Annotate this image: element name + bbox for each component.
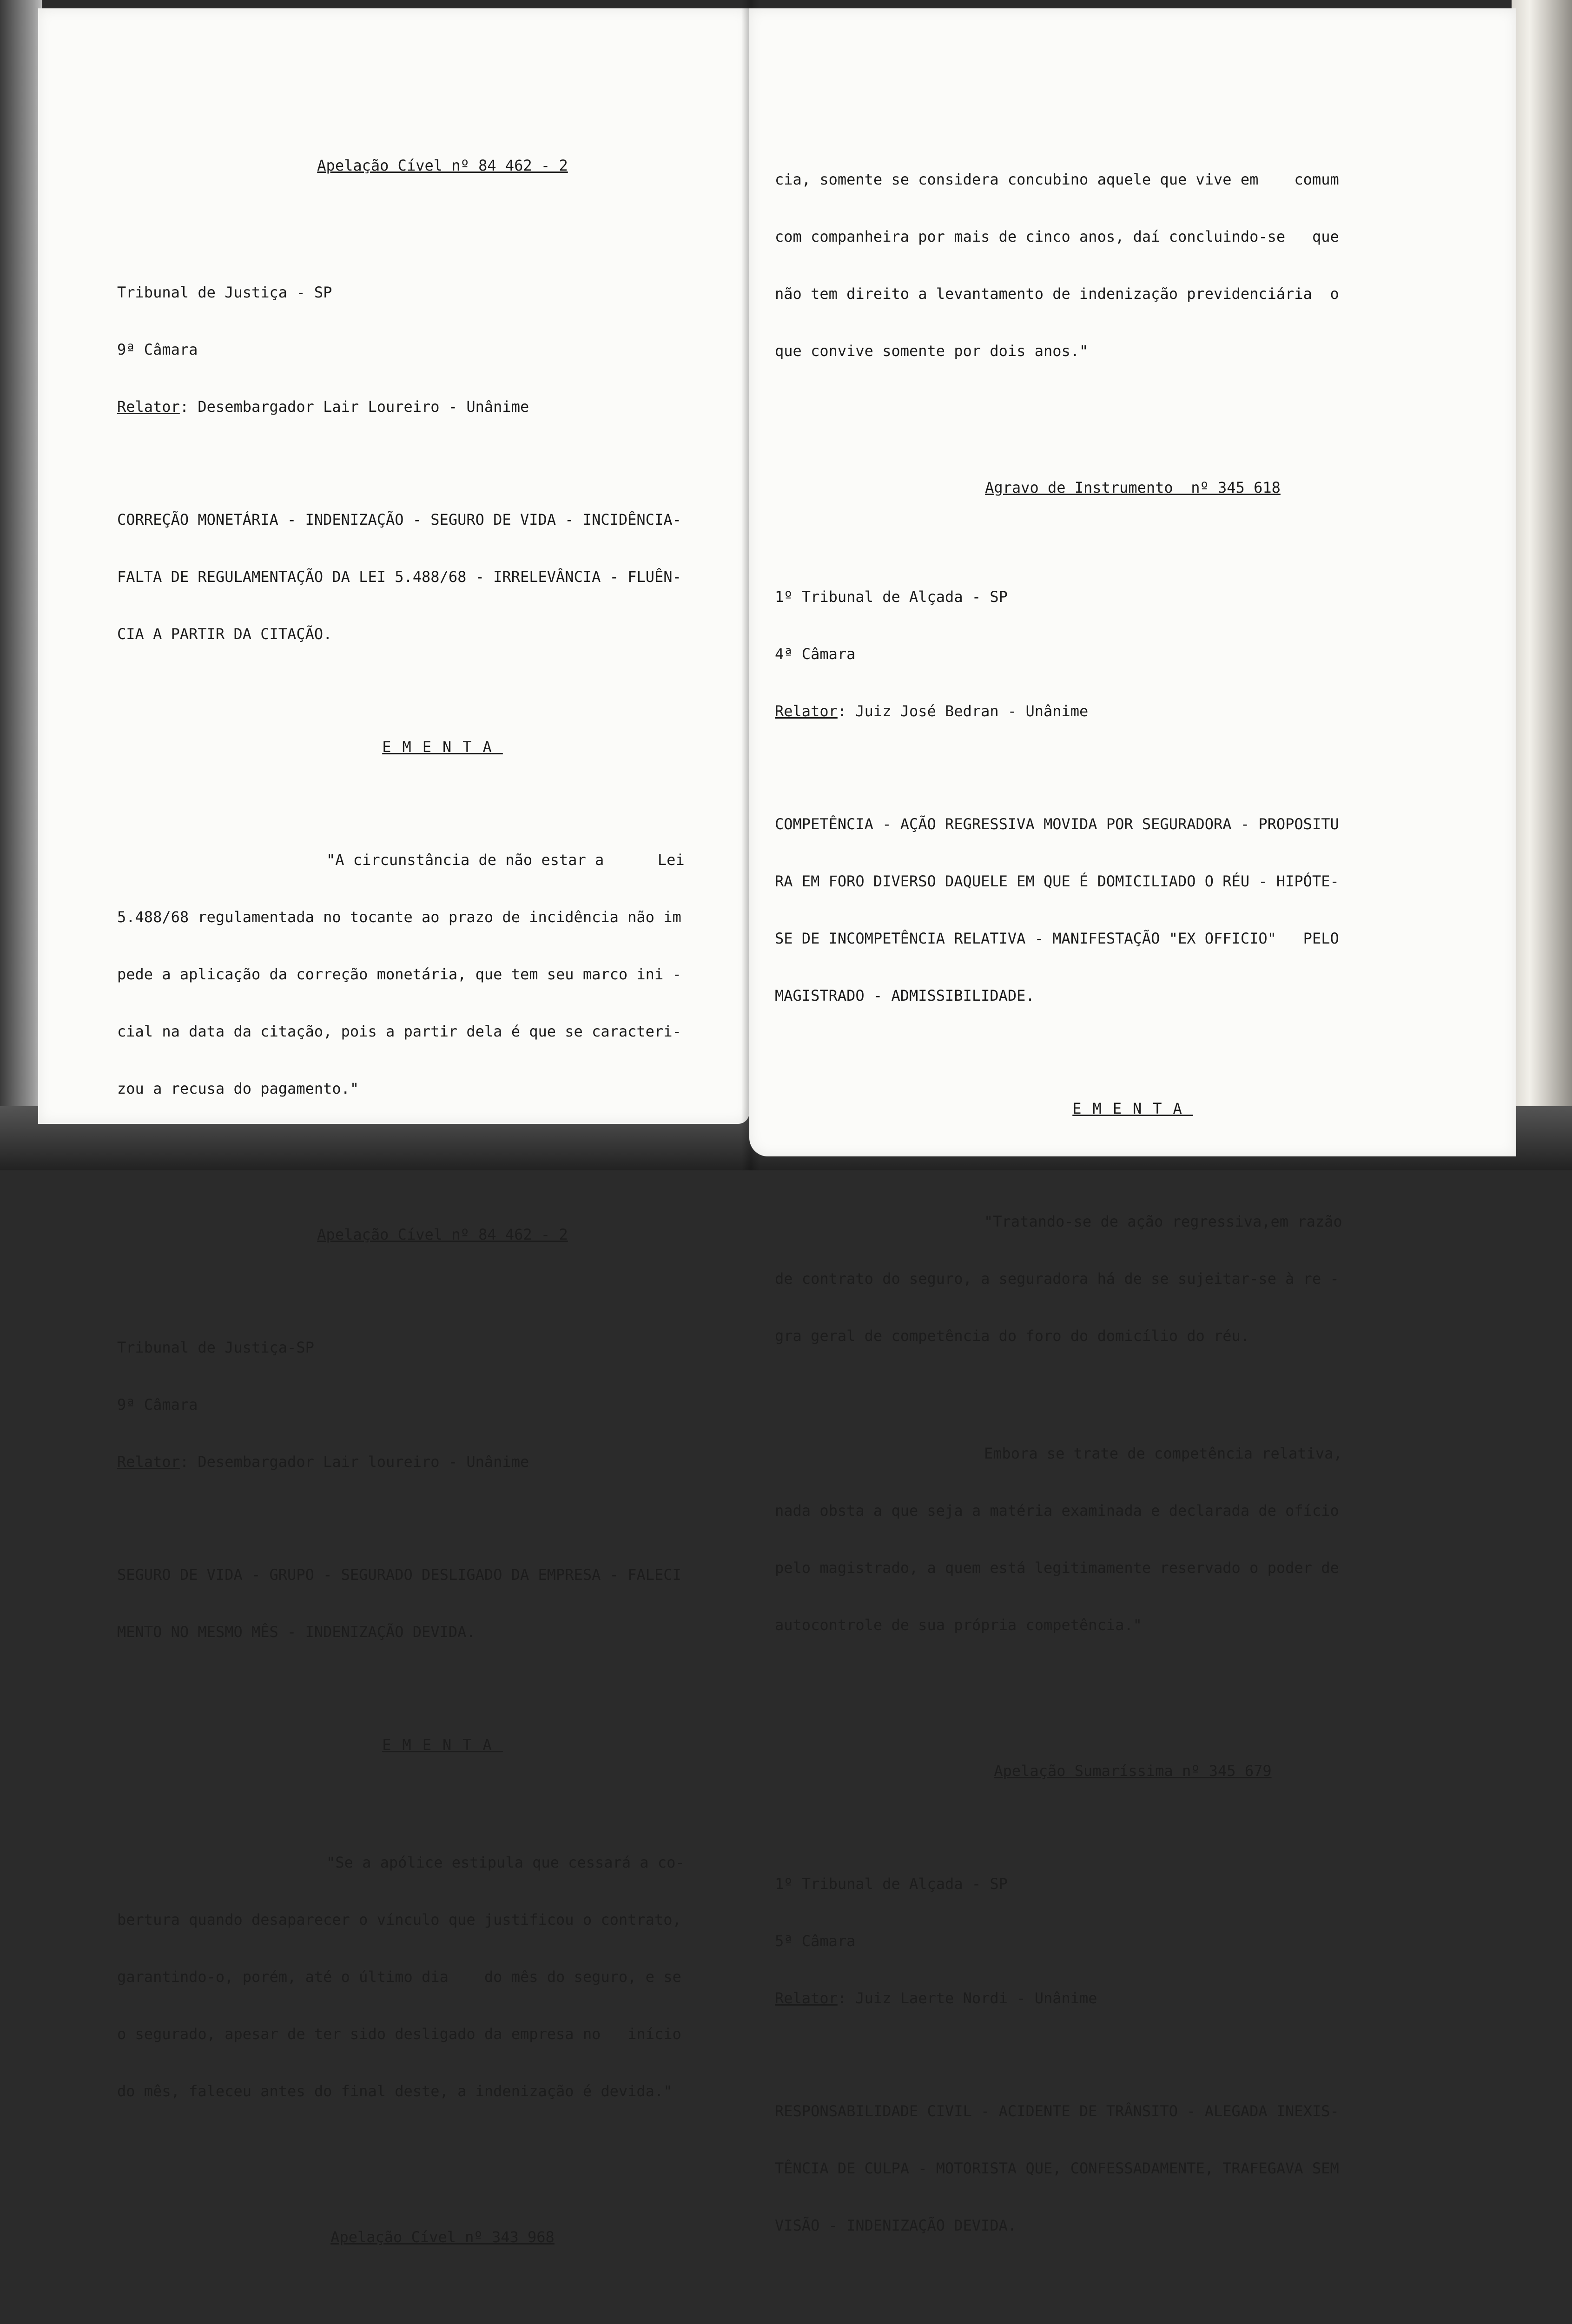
relator-line <box>117 397 768 416</box>
relator-name: : Desembargador Lair Loureiro - Unânime <box>179 398 529 416</box>
ementa-label: EMENTA <box>382 1736 503 1754</box>
subject-line: RA EM FORO DIVERSO DAQUELE EM QUE É DOMICILIADO O RÉU - HIPÓTE- <box>775 872 1339 890</box>
right-page-content <box>775 113 1491 2324</box>
ementa-text-line: autocontrole de sua própria competência." <box>775 1616 1142 1634</box>
book-edge-left <box>0 0 42 1170</box>
subject-line: COMPETÊNCIA - AÇÃO REGRESSIVA MOVIDA POR SEGURADORA - PROPOSITU <box>775 815 1339 833</box>
ementa-text-line: pelo magistrado, a quem está legitimamente reservado o poder de <box>775 1559 1339 1577</box>
relator-line <box>775 702 1491 721</box>
case-heading: Apelação Cível nº 343 968 <box>330 2228 555 2246</box>
ementa-text-line: "Tratando-se de ação regressiva,em razão <box>984 1213 1342 1230</box>
subject-line: CIA A PARTIR DA CITAÇÃO. <box>117 625 332 643</box>
court-name: Tribunal de Justiça - SP <box>117 284 332 301</box>
court-name: 1º Tribunal de Alçada - SP <box>775 1875 1008 1893</box>
ementa-text-line: nada obsta a que seja a matéria examinada e declarada de ofício <box>775 1502 1339 1519</box>
ementa-text-line: cial na data da citação, pois a partir dela é que se caracteri- <box>117 1023 681 1040</box>
subject-line: FALTA DE REGULAMENTAÇÃO DA LEI 5.488/68 - IRRELEVÂNCIA - FLUÊN- <box>117 568 681 586</box>
case-heading: Apelação Sumaríssima nº 345 679 <box>994 1762 1272 1780</box>
relator-label: Relator <box>775 1989 838 2007</box>
relator-name: : Juiz José Bedran - Unânime <box>837 702 1089 720</box>
ementa-text-line: bertura quando desaparecer o vínculo que justificou o contrato, <box>117 1911 681 1928</box>
subject-line: SEGURO DE VIDA - GRUPO - SEGURADO DESLIGADO DA EMPRESA - FALECI <box>117 1566 681 1584</box>
subject-line: MAGISTRADO - ADMISSIBILIDADE. <box>775 987 1035 1004</box>
chamber: 9ª Câmara <box>117 341 198 358</box>
relator-label: Relator <box>117 1453 180 1471</box>
ementa-label: EMENTA <box>1072 1100 1193 1117</box>
relator-name: : Desembargador Lair loureiro - Unânime <box>179 1453 529 1471</box>
relator-line <box>117 1452 768 1472</box>
ementa-text-line: pede a aplicação da correção monetária, que tem seu marco ini - <box>117 965 681 983</box>
continuation-line: não tem direito a levantamento de indenização previdenciária o <box>775 285 1339 303</box>
chamber: 9ª Câmara <box>117 1396 198 1413</box>
subject-line: TÊNCIA DE CULPA - MOTORISTA QUE, CONFESSADAMENTE, TRAFEGAVA SEM <box>775 2159 1339 2177</box>
ementa-text-line: zou a recusa do pagamento." <box>117 1080 359 1097</box>
subject-line: CORREÇÃO MONETÁRIA - INDENIZAÇÃO - SEGURO DE VIDA - INCIDÊNCIA- <box>117 511 681 528</box>
court-name: Tribunal de Justiça-SP <box>117 1339 314 1356</box>
left-page-content <box>117 99 768 2324</box>
subject-line: MENTO NO MESMO MÊS - INDENIZAÇÃO DEVIDA. <box>117 1623 476 1641</box>
relator-label: Relator <box>775 702 838 720</box>
subject-line: VISÃO - INDENIZAÇÃO DEVIDA. <box>775 2217 1017 2234</box>
ementa-text-line: garantindo-o, porém, até o último dia do mês do seguro, e se <box>117 1968 681 1986</box>
ementa-text-line: "A circunstância de não estar a Lei <box>326 851 685 869</box>
ementa-text-line: 5.488/68 regulamentada no tocante ao prazo de incidência não im <box>117 908 681 926</box>
ementa-text-line: do mês, faleceu antes do final deste, a indenização é devida." <box>117 2082 673 2100</box>
ementa-text-line: gra geral de competência do foro do domicílio do réu. <box>775 1327 1250 1345</box>
ementa-text-line: Embora se trate de competência relativa, <box>984 1445 1342 1462</box>
book-edge-right <box>1512 0 1572 1170</box>
subject-line: RESPONSABILIDADE CIVIL - ACIDENTE DE TRÂNSITO - ALEGADA INEXIS- <box>775 2102 1339 2120</box>
ementa-text-line: o segurado, apesar de ter sido desligado da empresa no início <box>117 2025 681 2043</box>
relator-line <box>775 1989 1491 2008</box>
subject-line: SE DE INCOMPETÊNCIA RELATIVA - MANIFESTAÇÃO "EX OFFICIO" PELO <box>775 930 1339 947</box>
case-heading: Apelação Cível nº 84 462 - 2 <box>317 1226 568 1243</box>
ementa-text-line: "Se a apólice estipula que cessará a co- <box>326 1854 685 1871</box>
court-name: 1º Tribunal de Alçada - SP <box>775 588 1008 606</box>
chamber: 5ª Câmara <box>775 1932 856 1950</box>
ementa-text-line: de contrato do seguro, a seguradora há de se sujeitar-se à re - <box>775 1270 1339 1287</box>
continuation-line: que convive somente por dois anos." <box>775 342 1089 360</box>
ementa-label: EMENTA <box>382 738 503 756</box>
continuation-line: cia, somente se considera concubino aquele que vive em comum <box>775 171 1339 188</box>
relator-label: Relator <box>117 398 180 416</box>
continuation-line: com companheira por mais de cinco anos, daí concluindo-se que <box>775 228 1339 245</box>
relator-name: : Juiz Laerte Nordi - Unânime <box>837 1989 1097 2007</box>
case-heading: Agravo de Instrumento nº 345 618 <box>985 479 1281 496</box>
left-page <box>38 8 749 2246</box>
right-page <box>749 8 1516 2234</box>
chamber: 4ª Câmara <box>775 645 856 663</box>
case-heading: Apelação Cível nº 84 462 - 2 <box>317 157 568 174</box>
